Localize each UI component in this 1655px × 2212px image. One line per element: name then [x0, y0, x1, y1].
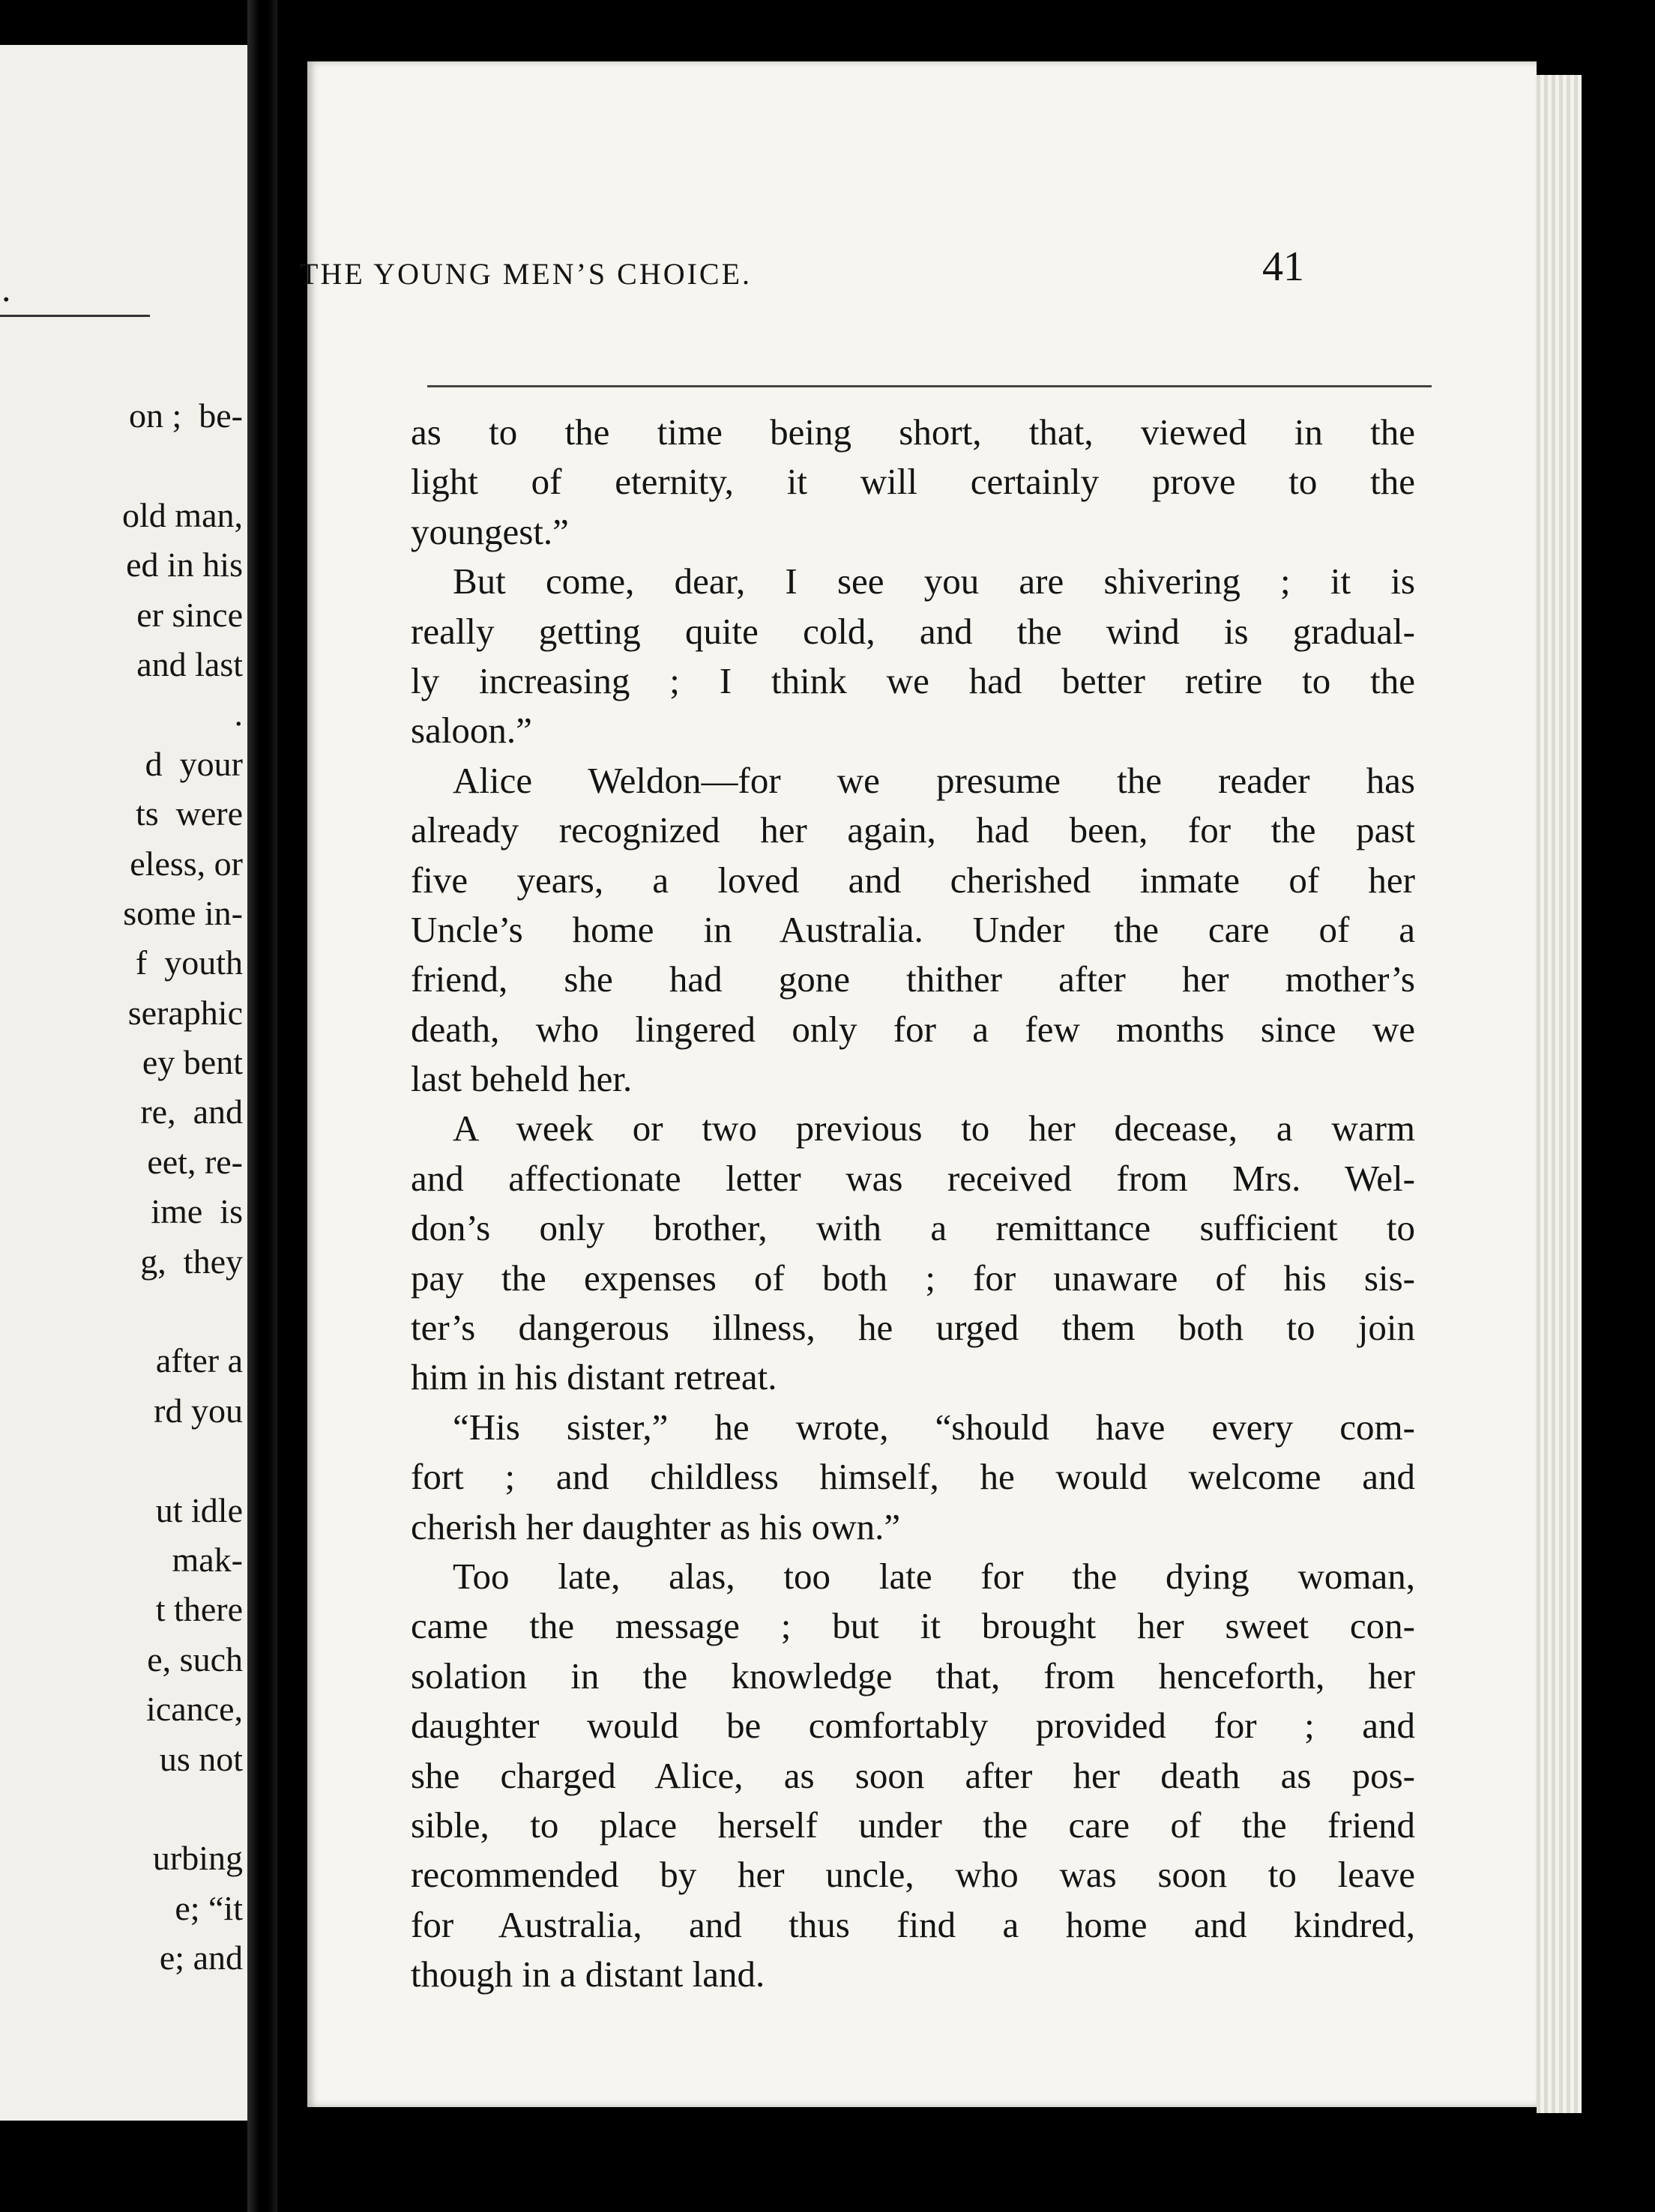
- text-line: as to the time being short, that, viewed in the: [411, 411, 1415, 453]
- text-line: death, who lingered only for a few months since we: [411, 1008, 1415, 1050]
- text-line: don’s only brother, with a remittance sufficient to: [411, 1207, 1415, 1249]
- text-line: really getting quite cold, and the wind is gradual-: [411, 610, 1415, 652]
- left-page-line: on ; be-: [128, 396, 243, 435]
- left-page-line: after a: [155, 1341, 243, 1380]
- text-line: she charged Alice, as soon after her death as pos-: [411, 1754, 1415, 1796]
- text-line: youngest.”: [411, 510, 569, 552]
- book-gutter: [247, 0, 277, 2212]
- left-page-line: re, and: [140, 1093, 243, 1131]
- left-page-line: rd you: [154, 1391, 243, 1430]
- left-page-line: e; and: [159, 1938, 243, 1977]
- text-line: But come, dear, I see you are shivering ; it is: [453, 560, 1415, 602]
- left-facing-page: [0, 45, 259, 2121]
- text-line: five years, a loved and cherished inmate of her: [411, 859, 1415, 901]
- text-line: for Australia, and thus find a home and kindred,: [411, 1903, 1415, 1945]
- page-number: 41: [1262, 244, 1304, 290]
- running-head: [300, 196, 1304, 301]
- left-page-line: ey bent: [142, 1043, 243, 1082]
- left-page-line: [122, 1436, 243, 1485]
- left-page-line: ed in his: [126, 546, 243, 584]
- left-page-line: g, they: [140, 1242, 243, 1281]
- left-page-line: ime is: [151, 1192, 243, 1231]
- left-page-line: ts were: [135, 794, 243, 833]
- left-page-line: some in-: [123, 893, 243, 932]
- left-page-line: d your: [145, 744, 243, 783]
- text-line: pay the expenses of both ; for unaware of his sis-: [411, 1257, 1415, 1299]
- text-line: recommended by her uncle, who was soon to leave: [411, 1854, 1415, 1896]
- text-line: him in his distant retreat.: [411, 1356, 777, 1398]
- text-line: Uncle’s home in Australia. Under the care of a: [411, 908, 1415, 950]
- text-line: A week or two previous to her decease, a warm: [453, 1107, 1415, 1149]
- left-page-head-rule: [0, 315, 150, 317]
- text-line: solation in the knowledge that, from henceforth, her: [411, 1655, 1415, 1696]
- left-page-text-fragment: [122, 391, 243, 1983]
- left-page-line: us not: [159, 1739, 243, 1778]
- text-line: daughter would be comfortably provided for ; and: [411, 1705, 1415, 1747]
- left-page-line: eet, re-: [147, 1142, 243, 1181]
- left-page-line: er since: [136, 595, 243, 634]
- left-page-line: e, such: [147, 1640, 243, 1678]
- left-page-line: f youth: [135, 943, 243, 982]
- left-page-line: and last: [136, 644, 243, 683]
- left-page-line: e; “it: [175, 1888, 243, 1927]
- text-line: sible, to place herself under the care of the friend: [411, 1804, 1415, 1846]
- left-page-line: eless, or: [130, 844, 243, 883]
- running-head-rule: [427, 385, 1432, 387]
- left-page-line: urbing: [152, 1839, 243, 1878]
- text-line: friend, she had gone thither after her mother’s: [411, 958, 1415, 1000]
- page-edges: [1537, 75, 1582, 2113]
- text-line: last beheld her.: [411, 1058, 633, 1100]
- left-page-line: seraphic: [127, 993, 243, 1032]
- text-line: ly increasing ; I think we had better retire to the: [411, 659, 1415, 701]
- text-line: saloon.”: [411, 710, 532, 752]
- text-line: “His sister,” he wrote, “should have every com-: [453, 1406, 1415, 1448]
- text-line: ter’s dangerous illness, he urged them both to join: [411, 1307, 1415, 1349]
- text-line: Alice Weldon—for we presume the reader has: [453, 759, 1415, 801]
- text-line: though in a distant land.: [411, 1953, 765, 1995]
- text-line: came the message ; but it brought her sweet con-: [411, 1605, 1415, 1647]
- body-text: [411, 408, 1415, 2000]
- text-line: Too late, alas, too late for the dying woman,: [453, 1555, 1415, 1597]
- left-page-line: t there: [155, 1590, 243, 1629]
- left-page-line: .: [234, 695, 243, 734]
- left-page-line: [122, 1784, 243, 1834]
- running-head-title: THE YOUNG MEN’S CHOICE.: [300, 257, 753, 291]
- left-page-line: old man,: [122, 495, 243, 534]
- text-line: and affectionate letter was received from Mrs. Wel-: [411, 1157, 1415, 1199]
- text-line: already recognized her again, had been, for the past: [411, 809, 1415, 851]
- left-page-line: ut idle: [155, 1490, 243, 1529]
- left-page-line: icance,: [146, 1690, 243, 1729]
- text-line: fort ; and childless himself, he would welcome and: [411, 1456, 1415, 1498]
- left-page-ornament-dot: .: [1, 268, 11, 309]
- text-line: light of eternity, it will certainly prove to the: [411, 461, 1415, 503]
- text-line: cherish her daughter as his own.”: [411, 1505, 901, 1547]
- left-page-line: [122, 1287, 243, 1336]
- right-page: [307, 61, 1537, 2107]
- left-page-line: mak-: [154, 1540, 243, 1579]
- left-page-line: [122, 441, 243, 490]
